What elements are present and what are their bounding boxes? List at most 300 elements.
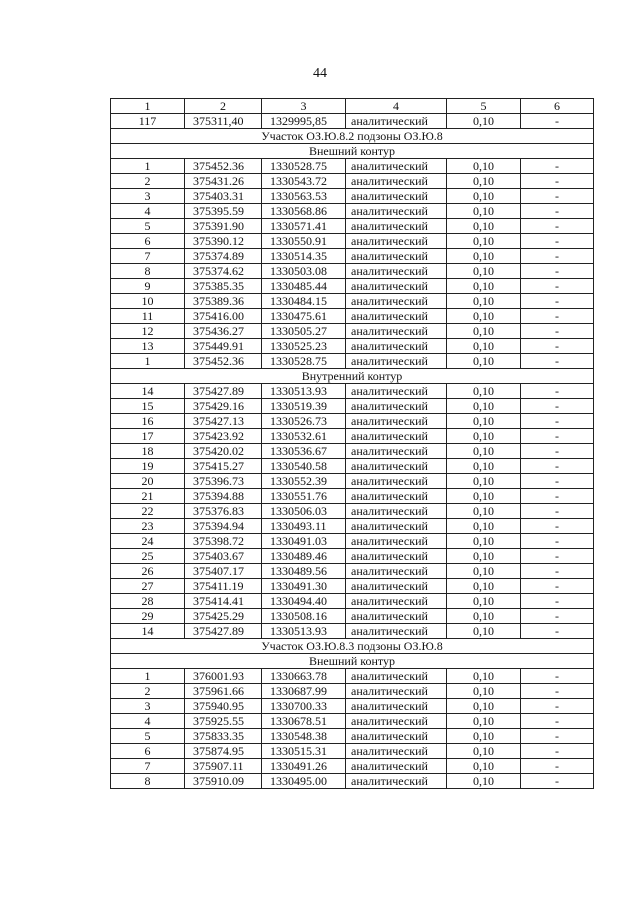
point-number-cell: 2 [111, 684, 185, 699]
accuracy-cell: 0,10 [447, 159, 521, 174]
method-cell: аналитический [346, 159, 447, 174]
header-cell-x: 2 [185, 99, 262, 114]
x-coordinate-cell: 375429.16 [185, 399, 262, 414]
x-coordinate-cell: 375961.66 [185, 684, 262, 699]
table-row [111, 699, 594, 714]
note-cell: - [521, 489, 594, 504]
method-cell: аналитический [346, 594, 447, 609]
note-cell: - [521, 279, 594, 294]
x-coordinate-cell: 375407.17 [185, 564, 262, 579]
point-number-cell: 18 [111, 444, 185, 459]
point-number-cell: 13 [111, 339, 185, 354]
x-coordinate-cell: 375423.92 [185, 429, 262, 444]
method-cell: аналитический [346, 504, 447, 519]
method-cell: аналитический [346, 174, 447, 189]
x-coordinate-cell: 375436.27 [185, 324, 262, 339]
method-cell: аналитический [346, 444, 447, 459]
point-number-cell: 15 [111, 399, 185, 414]
table-row [111, 219, 594, 234]
method-cell: аналитический [346, 579, 447, 594]
accuracy-cell: 0,10 [447, 174, 521, 189]
table-row [111, 384, 594, 399]
header-cell-method: 4 [346, 99, 447, 114]
y-coordinate-cell: 1330663.78 [262, 669, 346, 684]
table-row [111, 609, 594, 624]
y-coordinate-cell: 1330543.72 [262, 174, 346, 189]
y-coordinate-cell: 1330563.53 [262, 189, 346, 204]
x-coordinate-cell: 375427.13 [185, 414, 262, 429]
y-coordinate-cell: 1329995,85 [262, 114, 346, 129]
point-number-cell: 1 [111, 669, 185, 684]
point-number-cell: 23 [111, 519, 185, 534]
y-coordinate-cell: 1330493.11 [262, 519, 346, 534]
table-row [111, 444, 594, 459]
point-number-cell: 14 [111, 624, 185, 639]
point-number-cell: 24 [111, 534, 185, 549]
point-number-cell: 25 [111, 549, 185, 564]
table-row [111, 669, 594, 684]
x-coordinate-cell: 375311,40 [185, 114, 262, 129]
point-number-cell: 2 [111, 174, 185, 189]
point-number-cell: 117 [111, 114, 185, 129]
section-row [111, 654, 594, 669]
accuracy-cell: 0,10 [447, 609, 521, 624]
note-cell: - [521, 324, 594, 339]
method-cell: аналитический [346, 474, 447, 489]
y-coordinate-cell: 1330513.93 [262, 624, 346, 639]
note-cell: - [521, 579, 594, 594]
section-title: Участок ОЗ.Ю.8.2 подзоны ОЗ.Ю.8 [111, 129, 594, 144]
y-coordinate-cell: 1330678.51 [262, 714, 346, 729]
accuracy-cell: 0,10 [447, 114, 521, 129]
point-number-cell: 22 [111, 504, 185, 519]
x-coordinate-cell: 375416.00 [185, 309, 262, 324]
x-coordinate-cell: 375394.88 [185, 489, 262, 504]
table-row [111, 354, 594, 369]
x-coordinate-cell: 375415.27 [185, 459, 262, 474]
point-number-cell: 12 [111, 324, 185, 339]
section-row [111, 369, 594, 384]
x-coordinate-cell: 375394.94 [185, 519, 262, 534]
method-cell: аналитический [346, 414, 447, 429]
note-cell: - [521, 339, 594, 354]
accuracy-cell: 0,10 [447, 249, 521, 264]
point-number-cell: 4 [111, 204, 185, 219]
accuracy-cell: 0,10 [447, 279, 521, 294]
x-coordinate-cell: 375385.35 [185, 279, 262, 294]
table-row [111, 309, 594, 324]
point-number-cell: 8 [111, 774, 185, 789]
x-coordinate-cell: 375398.72 [185, 534, 262, 549]
y-coordinate-cell: 1330515.31 [262, 744, 346, 759]
note-cell: - [521, 624, 594, 639]
accuracy-cell: 0,10 [447, 624, 521, 639]
x-coordinate-cell: 375391.90 [185, 219, 262, 234]
note-cell: - [521, 684, 594, 699]
point-number-cell: 10 [111, 294, 185, 309]
method-cell: аналитический [346, 324, 447, 339]
x-coordinate-cell: 375925.55 [185, 714, 262, 729]
method-cell: аналитический [346, 339, 447, 354]
point-number-cell: 6 [111, 744, 185, 759]
section-row [111, 144, 594, 159]
x-coordinate-cell: 375414.41 [185, 594, 262, 609]
table-row [111, 414, 594, 429]
note-cell: - [521, 189, 594, 204]
y-coordinate-cell: 1330491.30 [262, 579, 346, 594]
point-number-cell: 8 [111, 264, 185, 279]
header-cell-note: 6 [521, 99, 594, 114]
section-row [111, 639, 594, 654]
method-cell: аналитический [346, 384, 447, 399]
method-cell: аналитический [346, 489, 447, 504]
accuracy-cell: 0,10 [447, 474, 521, 489]
method-cell: аналитический [346, 219, 447, 234]
method-cell: аналитический [346, 429, 447, 444]
x-coordinate-cell: 375403.67 [185, 549, 262, 564]
y-coordinate-cell: 1330525.23 [262, 339, 346, 354]
note-cell: - [521, 534, 594, 549]
note-cell: - [521, 609, 594, 624]
table-row [111, 579, 594, 594]
method-cell: аналитический [346, 774, 447, 789]
y-coordinate-cell: 1330485.44 [262, 279, 346, 294]
y-coordinate-cell: 1330503.08 [262, 264, 346, 279]
method-cell: аналитический [346, 399, 447, 414]
point-number-cell: 27 [111, 579, 185, 594]
y-coordinate-cell: 1330475.61 [262, 309, 346, 324]
x-coordinate-cell: 375833.35 [185, 729, 262, 744]
x-coordinate-cell: 375427.89 [185, 384, 262, 399]
accuracy-cell: 0,10 [447, 759, 521, 774]
accuracy-cell: 0,10 [447, 444, 521, 459]
point-number-cell: 5 [111, 729, 185, 744]
x-coordinate-cell: 376001.93 [185, 669, 262, 684]
method-cell: аналитический [346, 264, 447, 279]
y-coordinate-cell: 1330536.67 [262, 444, 346, 459]
point-number-cell: 4 [111, 714, 185, 729]
x-coordinate-cell: 375376.83 [185, 504, 262, 519]
method-cell: аналитический [346, 684, 447, 699]
note-cell: - [521, 504, 594, 519]
accuracy-cell: 0,10 [447, 519, 521, 534]
accuracy-cell: 0,10 [447, 309, 521, 324]
note-cell: - [521, 759, 594, 774]
y-coordinate-cell: 1330513.93 [262, 384, 346, 399]
y-coordinate-cell: 1330505.27 [262, 324, 346, 339]
point-number-cell: 7 [111, 249, 185, 264]
header-cell-accuracy: 5 [447, 99, 521, 114]
accuracy-cell: 0,10 [447, 354, 521, 369]
accuracy-cell: 0,10 [447, 324, 521, 339]
table-row [111, 399, 594, 414]
coordinates-table [110, 98, 594, 789]
method-cell: аналитический [346, 234, 447, 249]
method-cell: аналитический [346, 249, 447, 264]
section-title: Внутренний контур [111, 369, 594, 384]
y-coordinate-cell: 1330519.39 [262, 399, 346, 414]
method-cell: аналитический [346, 714, 447, 729]
point-number-cell: 20 [111, 474, 185, 489]
method-cell: аналитический [346, 729, 447, 744]
accuracy-cell: 0,10 [447, 534, 521, 549]
accuracy-cell: 0,10 [447, 669, 521, 684]
note-cell: - [521, 264, 594, 279]
note-cell: - [521, 249, 594, 264]
page-number: 44 [313, 66, 327, 81]
x-coordinate-cell: 375403.31 [185, 189, 262, 204]
table-row [111, 759, 594, 774]
method-cell: аналитический [346, 669, 447, 684]
y-coordinate-cell: 1330484.15 [262, 294, 346, 309]
method-cell: аналитический [346, 354, 447, 369]
point-number-cell: 19 [111, 459, 185, 474]
header-cell-point-number: 1 [111, 99, 185, 114]
x-coordinate-cell: 375452.36 [185, 354, 262, 369]
table-row [111, 459, 594, 474]
table-row [111, 279, 594, 294]
accuracy-cell: 0,10 [447, 714, 521, 729]
x-coordinate-cell: 375874.95 [185, 744, 262, 759]
table-row [111, 744, 594, 759]
accuracy-cell: 0,10 [447, 264, 521, 279]
note-cell: - [521, 594, 594, 609]
point-number-cell: 21 [111, 489, 185, 504]
y-coordinate-cell: 1330489.56 [262, 564, 346, 579]
table-row [111, 594, 594, 609]
y-coordinate-cell: 1330508.16 [262, 609, 346, 624]
accuracy-cell: 0,10 [447, 399, 521, 414]
table-row [111, 519, 594, 534]
method-cell: аналитический [346, 519, 447, 534]
note-cell: - [521, 699, 594, 714]
point-number-cell: 1 [111, 159, 185, 174]
accuracy-cell: 0,10 [447, 684, 521, 699]
note-cell: - [521, 729, 594, 744]
note-cell: - [521, 309, 594, 324]
accuracy-cell: 0,10 [447, 294, 521, 309]
x-coordinate-cell: 375910.09 [185, 774, 262, 789]
note-cell: - [521, 399, 594, 414]
accuracy-cell: 0,10 [447, 219, 521, 234]
note-cell: - [521, 519, 594, 534]
note-cell: - [521, 159, 594, 174]
note-cell: - [521, 219, 594, 234]
coordinates-table-body [111, 99, 594, 789]
note-cell: - [521, 414, 594, 429]
y-coordinate-cell: 1330491.03 [262, 534, 346, 549]
note-cell: - [521, 459, 594, 474]
table-row [111, 249, 594, 264]
y-coordinate-cell: 1330514.35 [262, 249, 346, 264]
point-number-cell: 6 [111, 234, 185, 249]
method-cell: аналитический [346, 759, 447, 774]
x-coordinate-cell: 375374.89 [185, 249, 262, 264]
note-cell: - [521, 744, 594, 759]
accuracy-cell: 0,10 [447, 774, 521, 789]
point-number-cell: 26 [111, 564, 185, 579]
accuracy-cell: 0,10 [447, 564, 521, 579]
table-header-row [111, 99, 594, 114]
note-cell: - [521, 564, 594, 579]
method-cell: аналитический [346, 114, 447, 129]
point-number-cell: 29 [111, 609, 185, 624]
accuracy-cell: 0,10 [447, 384, 521, 399]
note-cell: - [521, 444, 594, 459]
x-coordinate-cell: 375390.12 [185, 234, 262, 249]
y-coordinate-cell: 1330528.75 [262, 354, 346, 369]
table-row [111, 489, 594, 504]
accuracy-cell: 0,10 [447, 594, 521, 609]
accuracy-cell: 0,10 [447, 549, 521, 564]
point-number-cell: 7 [111, 759, 185, 774]
method-cell: аналитический [346, 294, 447, 309]
note-cell: - [521, 294, 594, 309]
section-title: Участок ОЗ.Ю.8.3 подзоны ОЗ.Ю.8 [111, 639, 594, 654]
table-row [111, 624, 594, 639]
y-coordinate-cell: 1330550.91 [262, 234, 346, 249]
note-cell: - [521, 429, 594, 444]
method-cell: аналитический [346, 549, 447, 564]
accuracy-cell: 0,10 [447, 429, 521, 444]
note-cell: - [521, 714, 594, 729]
note-cell: - [521, 204, 594, 219]
table-row [111, 549, 594, 564]
table-row [111, 729, 594, 744]
table-row [111, 564, 594, 579]
method-cell: аналитический [346, 459, 447, 474]
table-row [111, 189, 594, 204]
y-coordinate-cell: 1330506.03 [262, 504, 346, 519]
accuracy-cell: 0,10 [447, 339, 521, 354]
x-coordinate-cell: 375374.62 [185, 264, 262, 279]
point-number-cell: 14 [111, 384, 185, 399]
y-coordinate-cell: 1330532.61 [262, 429, 346, 444]
x-coordinate-cell: 375907.11 [185, 759, 262, 774]
y-coordinate-cell: 1330700.33 [262, 699, 346, 714]
accuracy-cell: 0,10 [447, 504, 521, 519]
y-coordinate-cell: 1330568.86 [262, 204, 346, 219]
method-cell: аналитический [346, 309, 447, 324]
accuracy-cell: 0,10 [447, 699, 521, 714]
note-cell: - [521, 669, 594, 684]
method-cell: аналитический [346, 699, 447, 714]
table-row [111, 774, 594, 789]
method-cell: аналитический [346, 189, 447, 204]
table-row [111, 534, 594, 549]
accuracy-cell: 0,10 [447, 204, 521, 219]
table-row [111, 264, 594, 279]
y-coordinate-cell: 1330489.46 [262, 549, 346, 564]
method-cell: аналитический [346, 564, 447, 579]
accuracy-cell: 0,10 [447, 459, 521, 474]
x-coordinate-cell: 375427.89 [185, 624, 262, 639]
note-cell: - [521, 474, 594, 489]
method-cell: аналитический [346, 624, 447, 639]
method-cell: аналитический [346, 279, 447, 294]
y-coordinate-cell: 1330528.75 [262, 159, 346, 174]
x-coordinate-cell: 375431.26 [185, 174, 262, 189]
x-coordinate-cell: 375420.02 [185, 444, 262, 459]
table-row [111, 174, 594, 189]
table-row [111, 114, 594, 129]
point-number-cell: 3 [111, 699, 185, 714]
accuracy-cell: 0,10 [447, 744, 521, 759]
y-coordinate-cell: 1330687.99 [262, 684, 346, 699]
y-coordinate-cell: 1330551.76 [262, 489, 346, 504]
y-coordinate-cell: 1330494.40 [262, 594, 346, 609]
table-row [111, 504, 594, 519]
point-number-cell: 28 [111, 594, 185, 609]
table-row [111, 234, 594, 249]
y-coordinate-cell: 1330571.41 [262, 219, 346, 234]
x-coordinate-cell: 375389.36 [185, 294, 262, 309]
table-row [111, 339, 594, 354]
point-number-cell: 16 [111, 414, 185, 429]
table-row [111, 714, 594, 729]
x-coordinate-cell: 375425.29 [185, 609, 262, 624]
method-cell: аналитический [346, 204, 447, 219]
table-row [111, 684, 594, 699]
table-row [111, 474, 594, 489]
table-row [111, 294, 594, 309]
note-cell: - [521, 774, 594, 789]
table-row [111, 159, 594, 174]
table-row [111, 324, 594, 339]
accuracy-cell: 0,10 [447, 234, 521, 249]
x-coordinate-cell: 375452.36 [185, 159, 262, 174]
y-coordinate-cell: 1330526.73 [262, 414, 346, 429]
x-coordinate-cell: 375940.95 [185, 699, 262, 714]
note-cell: - [521, 174, 594, 189]
point-number-cell: 9 [111, 279, 185, 294]
accuracy-cell: 0,10 [447, 489, 521, 504]
accuracy-cell: 0,10 [447, 189, 521, 204]
y-coordinate-cell: 1330552.39 [262, 474, 346, 489]
accuracy-cell: 0,10 [447, 414, 521, 429]
y-coordinate-cell: 1330540.58 [262, 459, 346, 474]
note-cell: - [521, 549, 594, 564]
table-row [111, 429, 594, 444]
point-number-cell: 11 [111, 309, 185, 324]
section-title: Внешний контур [111, 654, 594, 669]
header-cell-y: 3 [262, 99, 346, 114]
accuracy-cell: 0,10 [447, 579, 521, 594]
y-coordinate-cell: 1330491.26 [262, 759, 346, 774]
point-number-cell: 1 [111, 354, 185, 369]
table-row [111, 204, 594, 219]
accuracy-cell: 0,10 [447, 729, 521, 744]
note-cell: - [521, 384, 594, 399]
section-row [111, 129, 594, 144]
method-cell: аналитический [346, 744, 447, 759]
note-cell: - [521, 114, 594, 129]
point-number-cell: 5 [111, 219, 185, 234]
point-number-cell: 3 [111, 189, 185, 204]
note-cell: - [521, 354, 594, 369]
method-cell: аналитический [346, 534, 447, 549]
note-cell: - [521, 234, 594, 249]
point-number-cell: 17 [111, 429, 185, 444]
x-coordinate-cell: 375396.73 [185, 474, 262, 489]
x-coordinate-cell: 375395.59 [185, 204, 262, 219]
section-title: Внешний контур [111, 144, 594, 159]
x-coordinate-cell: 375449.91 [185, 339, 262, 354]
y-coordinate-cell: 1330495.00 [262, 774, 346, 789]
x-coordinate-cell: 375411.19 [185, 579, 262, 594]
y-coordinate-cell: 1330548.38 [262, 729, 346, 744]
method-cell: аналитический [346, 609, 447, 624]
